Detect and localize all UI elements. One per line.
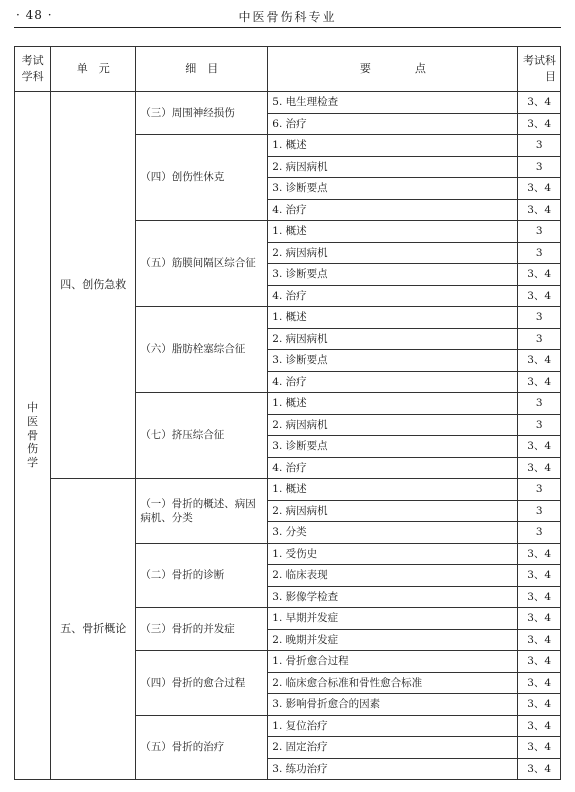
point-cell: 2. 临床表现 [268, 565, 518, 587]
level-cell: 3、4 [518, 694, 561, 716]
detail-cell: （一）骨折的概述、病因病机、分类 [136, 479, 268, 544]
level-cell: 3 [518, 307, 561, 329]
point-cell: 1. 概述 [268, 135, 518, 157]
point-cell: 2. 临床愈合标准和骨性愈合标准 [268, 672, 518, 694]
level-cell: 3、4 [518, 113, 561, 135]
level-cell: 3、4 [518, 264, 561, 286]
unit-cell: 五、骨折概论 [51, 479, 136, 780]
level-cell: 3、4 [518, 92, 561, 114]
point-cell: 3. 诊断要点 [268, 178, 518, 200]
point-cell: 3. 影响骨折愈合的因素 [268, 694, 518, 716]
page-header [0, 0, 575, 30]
header-point: 要 点 [268, 47, 518, 92]
point-cell: 3. 诊断要点 [268, 436, 518, 458]
point-cell: 4. 治疗 [268, 285, 518, 307]
point-cell: 4. 治疗 [268, 199, 518, 221]
syllabus-table [14, 46, 561, 780]
point-cell: 1. 骨折愈合过程 [268, 651, 518, 673]
level-cell: 3、4 [518, 543, 561, 565]
point-cell: 3. 诊断要点 [268, 264, 518, 286]
point-cell: 6. 治疗 [268, 113, 518, 135]
level-cell: 3 [518, 156, 561, 178]
level-cell: 3、4 [518, 199, 561, 221]
level-cell: 3、4 [518, 672, 561, 694]
point-cell: 4. 治疗 [268, 371, 518, 393]
detail-cell: （四）骨折的愈合过程 [136, 651, 268, 716]
level-cell: 3、4 [518, 178, 561, 200]
point-cell: 2. 病因病机 [268, 328, 518, 350]
detail-cell: （三）骨折的并发症 [136, 608, 268, 651]
table-row [15, 479, 561, 501]
subject-cell: 中医骨伤学 [15, 92, 51, 780]
point-cell: 2. 病因病机 [268, 156, 518, 178]
point-cell: 1. 概述 [268, 307, 518, 329]
detail-cell: （六）脂肪栓塞综合征 [136, 307, 268, 393]
detail-cell: （二）骨折的诊断 [136, 543, 268, 608]
point-cell: 1. 概述 [268, 393, 518, 415]
point-cell: 1. 概述 [268, 479, 518, 501]
detail-cell: （七）挤压综合征 [136, 393, 268, 479]
point-cell: 3. 分类 [268, 522, 518, 544]
level-cell: 3 [518, 135, 561, 157]
level-cell: 3 [518, 221, 561, 243]
level-cell: 3、4 [518, 629, 561, 651]
point-cell: 5. 电生理检查 [268, 92, 518, 114]
level-cell: 3、4 [518, 457, 561, 479]
level-cell: 3、4 [518, 565, 561, 587]
level-cell: 3、4 [518, 651, 561, 673]
point-cell: 3. 诊断要点 [268, 350, 518, 372]
unit-cell: 四、创伤急救 [51, 92, 136, 479]
point-cell: 3. 影像学检查 [268, 586, 518, 608]
point-cell: 2. 固定治疗 [268, 737, 518, 759]
level-cell: 3、4 [518, 371, 561, 393]
level-cell: 3、4 [518, 586, 561, 608]
level-cell: 3 [518, 500, 561, 522]
detail-cell: （三）周围神经损伤 [136, 92, 268, 135]
point-cell: 1. 概述 [268, 221, 518, 243]
point-cell: 1. 受伤史 [268, 543, 518, 565]
point-cell: 1. 复位治疗 [268, 715, 518, 737]
level-cell: 3 [518, 393, 561, 415]
table-header-row [15, 47, 561, 92]
point-cell: 2. 病因病机 [268, 414, 518, 436]
book-title: 中医骨伤科专业 [238, 10, 337, 24]
header-detail: 细 目 [136, 47, 268, 92]
header-level: 考试科目 [518, 47, 561, 92]
point-cell: 4. 治疗 [268, 457, 518, 479]
level-cell: 3、4 [518, 608, 561, 630]
level-cell: 3 [518, 242, 561, 264]
level-cell: 3 [518, 479, 561, 501]
level-cell: 3、4 [518, 350, 561, 372]
point-cell: 1. 早期并发症 [268, 608, 518, 630]
header-unit: 单 元 [51, 47, 136, 92]
point-cell: 2. 病因病机 [268, 242, 518, 264]
detail-cell: （五）筋膜间隔区综合征 [136, 221, 268, 307]
level-cell: 3、4 [518, 285, 561, 307]
level-cell: 3 [518, 414, 561, 436]
level-cell: 3 [518, 522, 561, 544]
level-cell: 3、4 [518, 737, 561, 759]
level-cell: 3、4 [518, 715, 561, 737]
point-cell: 3. 练功治疗 [268, 758, 518, 780]
level-cell: 3、4 [518, 436, 561, 458]
page-number: · 48 · [16, 8, 53, 22]
table-row [15, 92, 561, 114]
table-body [15, 92, 561, 780]
detail-cell: （四）创伤性休克 [136, 135, 268, 221]
level-cell: 3、4 [518, 758, 561, 780]
header-rule [14, 27, 561, 28]
point-cell: 2. 病因病机 [268, 500, 518, 522]
point-cell: 2. 晚期并发症 [268, 629, 518, 651]
level-cell: 3 [518, 328, 561, 350]
detail-cell: （五）骨折的治疗 [136, 715, 268, 780]
header-subject: 考试学科 [15, 47, 51, 92]
